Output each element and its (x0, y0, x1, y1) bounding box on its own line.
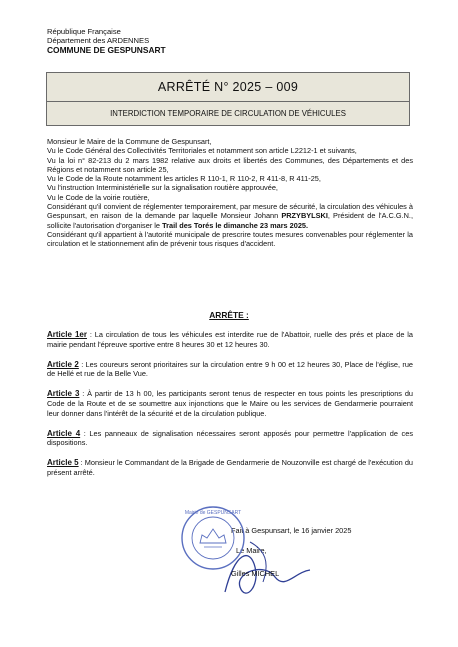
organizer-name: PRZYBYLSKI (281, 211, 328, 221)
article-label: Article 1er (47, 330, 87, 339)
preamble-line: Vu le Code de la voirie routière, (47, 192, 150, 202)
article-label: Article 3 (47, 389, 80, 399)
republic-label: République Française (47, 27, 121, 36)
letterhead (47, 27, 166, 55)
department-label: Département des ARDENNES (47, 36, 150, 45)
article-text: : Les panneaux de signalisation nécessaires seront apposés pour permettre l'application de ces dispositions. (47, 428, 413, 448)
seal-text: Mairie de GESPUNSART (184, 510, 242, 516)
event-name: Trail des Torés le dimanche 23 mars 2025. (162, 220, 309, 230)
considerant-paragraph-2: Considérant qu'il appartient à l'autorité municipale de prescrire toutes mesures convenables pour réglementer la circulation et le stationnement afin de prévenir tous risques d'accident. (47, 229, 413, 249)
decree-subject: INTERDICTION TEMPORAIRE DE CIRCULATION DE VÉHICULES (110, 109, 346, 118)
decree-number: ARRÊTÉ N° 2025 – 009 (47, 73, 409, 102)
title-box (46, 72, 410, 126)
place-date: Fait à Gespunsart, le 16 janvier 2025 (231, 526, 352, 535)
considerant-paragraph (47, 202, 413, 230)
article-text: : La circulation de tous les véhicules est interdite rue de l'Abattoir, ruelle des prés et place de la mairie pendant l'épreuve sportive entre 8 heures 30 et 12 heures 30. (47, 330, 413, 349)
article (47, 330, 413, 349)
article-text: : Les coureurs seront prioritaires sur la circulation entre 9 h 00 et 12 heures 30, Place de l'église, rue de Hellé et rue de la Belle Vue. (47, 359, 413, 379)
article (47, 429, 413, 448)
preamble-line: Vu la loi n° 82-213 du 2 mars 1982 relative aux droits et libertés des Communes, des Départements et des Régions et notamment son article 25, (47, 155, 413, 174)
considerant-text: , Président de l'A.C.G.N., sollicite l'autorisation d'organiser le (47, 211, 413, 230)
article (47, 360, 413, 379)
article-label: Article 2 (47, 359, 79, 369)
article-label: Article 5 (47, 458, 79, 468)
signatory-name: Gilles MICHEL (231, 569, 280, 578)
preamble-line: Vu le Code de la Route notamment les articles R 110-1, R 110-2, R 411-8, R 411-25, (47, 174, 321, 184)
article-text: : Monsieur le Commandant de la Brigade de Gendarmerie de Nouzonville est chargé de l'exécution du présent arrêté. (47, 458, 413, 477)
article (47, 458, 413, 477)
preamble-line: Vu l'instruction Interministérielle sur la signalisation routière approuvée, (47, 183, 278, 193)
preamble-line: Vu le Code Général des Collectivités Territoriales et notamment son article L2212-1 et suivants, (47, 146, 357, 156)
preamble-line: Monsieur le Maire de la Commune de Gespunsart, (47, 137, 212, 146)
article-text: : À partir de 13 h 00, les participants seront tenus de respecter en tous points les prescriptions du Code de la Route et de se soumettre aux injonctions que le Maire ou les services de Gendarmerie pourraient leur donner dans l'intérêt de la sécurité et de la circulation publique. (47, 389, 414, 418)
commune-label: COMMUNE DE GESPUNSART (47, 45, 166, 55)
signatory-role: Le Maire, (236, 546, 267, 555)
considerant-text: Considérant qu'il convient de réglementer temporairement, par mesure de sécurité, la circulation des véhicules à Gespunsart, en raison de la demande par laquelle Monsieur Johann (47, 202, 413, 221)
article (47, 389, 413, 418)
arrete-heading: ARRÊTE : (209, 310, 249, 320)
article-label: Article 4 (47, 428, 81, 438)
articles-list (47, 330, 413, 488)
preamble (47, 137, 413, 249)
